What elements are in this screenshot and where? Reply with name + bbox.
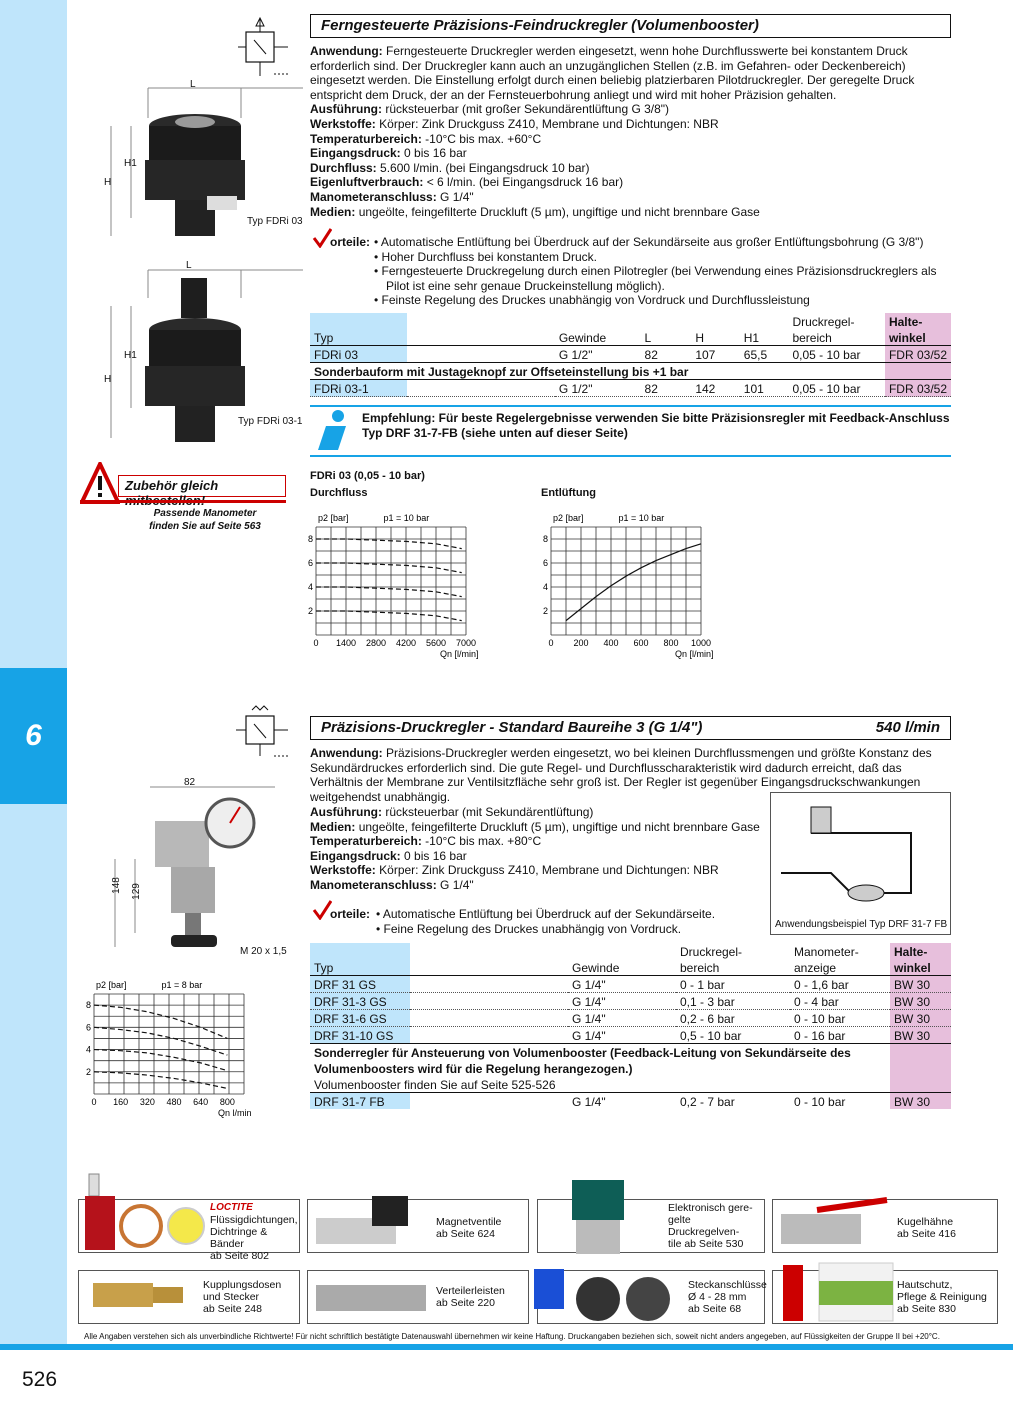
x-tick-label: 800 xyxy=(219,1097,235,1107)
application-diagram xyxy=(771,793,950,911)
x-tick-label: 4200 xyxy=(395,638,417,648)
x-tick-label: 800 xyxy=(663,638,679,648)
y-tick-label: 6 xyxy=(307,558,313,568)
section2-specs: Ausführung: rücksteuerbar (mit Sekundärentlüftung) Medien: ungeölte, feingefilterte Druckluft (5 µm), ungiftige und nicht brennbare Gase Temperaturbereich: -10°C bis max. +80°C Eingangsdruck: 0 bis 16 bar Werkstoffe: Körper: Zink Druckguss Z410, Membrane und Dichtungen: NBR Manometeranschluss: G 1/4" xyxy=(310,805,760,892)
regulator-symbol-1 xyxy=(232,14,292,84)
table-row: DRF 31-7 FB G 1/4" 0,2 - 7 bar 0 - 10 bar BW 30 xyxy=(310,1093,951,1110)
accessory-hautschutz[interactable]: Hautschutz, Pflege & Reinigung ab Seite 830 xyxy=(772,1270,998,1324)
vorteile-label-1: orteile: xyxy=(330,235,371,249)
application-example: Anwendungsbeispiel Typ DRF 31-7 FB xyxy=(770,792,951,935)
chapter-number: 6 xyxy=(25,719,42,752)
spec-werkstoffe: Werkstoffe: Körper: Zink Druckguss Z410, Membrane und Dichtungen: NBR xyxy=(310,116,719,131)
x-axis-label: Qn [l/min] xyxy=(675,649,714,659)
ball-valve-icon xyxy=(777,1188,897,1252)
chart2-title: Entlüftung xyxy=(541,487,596,499)
spec-ausfuehrung: Ausführung: rücksteuerbar (mit großer Sekundärentlüftung G 3/8") xyxy=(310,102,670,117)
coupling-icon xyxy=(83,1263,201,1323)
dim-148: 148 xyxy=(110,877,122,894)
sonder-row-3: Volumenbooster finden Sie auf Seite 525-526 xyxy=(314,1078,556,1092)
chapter-tab[interactable] xyxy=(0,668,67,804)
chart-durchfluss xyxy=(300,505,480,660)
x-tick-label: 400 xyxy=(603,638,619,648)
info-text: Empfehlung: Für beste Regelergebnisse verwenden Sie bitte Präzisionsregler mit Feedback-Anschluss Typ DRF 31-7-FB (siehe unten auf dieser Seite) xyxy=(362,411,950,440)
x-tick-label: 480 xyxy=(166,1097,182,1107)
dim-h-1: H xyxy=(104,177,112,188)
y-tick-label: 2 xyxy=(307,606,313,616)
table-row: DRF 31-6 GS G 1/4" 0,2 - 6 bar 0 - 10 bar BW 30 xyxy=(310,1010,951,1027)
warning-text: Passende Manometer finden Sie auf Seite 563 xyxy=(149,508,261,532)
sonderbauform-row: Sonderbauform mit Justageknopf zur Offseteinstellung bis +1 bar xyxy=(314,365,689,379)
warning-underline xyxy=(80,500,286,503)
push-in-fitting-icon xyxy=(528,1259,678,1325)
series-line xyxy=(94,1005,227,1038)
chart-drf31 xyxy=(78,978,258,1120)
table-row: DRF 31 GS G 1/4" 0 - 1 bar 0 - 1,6 bar BW 30 xyxy=(310,976,951,993)
series-line xyxy=(566,544,701,621)
anwendung-1: Anwendung: Ferngesteuerte Druckregler werden eingesetzt, wenn hohe Durchflusswerte bei konstantem Druck erforderlich sind. Der Druckregler kann auch an unzugänglichen Stellen (z.B. im Gefahren- oder Deckenbereich) eingesetzt werden. Die Einstellung erfolgt durch einen beliebig platzierbaren Pilotdruckregler. Der geregelte Druck entspricht dem Druck, der an der Fernsteuerbohrung anliegt und wird mit hoher Präzision gehalten. xyxy=(310,44,915,102)
series-line xyxy=(316,611,462,621)
spec-medien: Medien: ungeölte, feingefilterte Druckluft (5 µm), ungiftige und nicht brennbare Gase xyxy=(310,204,760,219)
page-number: 526 xyxy=(22,1368,58,1391)
section2-title: Präzisions-Druckregler - Standard Baureihe 3 (G 1/4") 540 l/min xyxy=(310,716,951,740)
chart-annotation: p1 = 10 bar xyxy=(618,513,665,523)
dim-82: 82 xyxy=(184,777,196,788)
dim-thread: M 20 x 1,5 xyxy=(240,946,287,957)
dim-h1-2: H1 xyxy=(124,350,137,361)
y-tick-label: 2 xyxy=(85,1066,91,1077)
section1-text xyxy=(310,44,950,219)
x-tick-label: 160 xyxy=(113,1097,129,1107)
spec-eingangsdruck: Eingangsdruck: 0 bis 16 bar xyxy=(310,146,467,161)
checkmark-icon xyxy=(312,900,332,920)
vorteile-label-2: orteile: xyxy=(330,907,371,921)
accessory-kupplungsdosen[interactable]: Kupplungsdosen und Stecker ab Seite 248 xyxy=(78,1270,300,1324)
chart-annotation: p1 = 8 bar xyxy=(161,980,203,990)
y-axis-label: p2 [bar] xyxy=(318,513,349,523)
bottom-bar xyxy=(0,1344,1013,1350)
chart-annotation: p1 = 10 bar xyxy=(383,513,430,523)
vorteile-list-1: • Automatische Entlüftung bei Überdruck auf der Sekundärseite aus großer Entlüftungsbohrung (G 3/8") • Hoher Durchfluss bei konstantem Druck. • Ferngesteuerte Druckregelung durch einen Pilotregler (bei Verwendung eines Präzisionsdruckreglers als Pilot ist eine sehr genaue Druckeinstellung möglich). • Feinste Regelung des Druckes unabhängig von Vordruck und Durchflussleistung xyxy=(374,235,937,308)
x-axis-label: Qn [l/min] xyxy=(440,649,479,659)
dim-129: 129 xyxy=(130,883,142,900)
image-caption-fdri03-1: Typ FDRi 03-1 xyxy=(238,416,303,427)
info-icon xyxy=(312,408,356,452)
product-image-drf31 xyxy=(105,775,295,960)
table-row: DRF 31-10 GS G 1/4" 0,5 - 10 bar 0 - 16 bar BW 30 xyxy=(310,1027,951,1044)
series-line xyxy=(316,563,462,573)
divider xyxy=(310,405,951,407)
x-tick-label: 7000 xyxy=(455,638,477,648)
table-row: FDRi 03 G 1/2" 82 107 65,5 0,05 - 10 bar FDR 03/52 xyxy=(310,346,951,363)
x-tick-label: 0 xyxy=(313,638,319,648)
sonder-row-2: Volumenboosters wird für die Regelung herangezogen.) xyxy=(314,1062,633,1076)
y-tick-label: 8 xyxy=(85,1000,91,1011)
regulator-symbol-2 xyxy=(232,702,292,762)
x-tick-label: 5600 xyxy=(425,638,447,648)
series-line xyxy=(316,587,462,597)
loctite-logo: LOCTITE xyxy=(210,1202,253,1213)
accessory-steckanschluesse[interactable]: Steckanschlüsse Ø 4 - 28 mm ab Seite 68 xyxy=(537,1270,765,1324)
accessory-verteilerleisten[interactable]: Verteilerleisten ab Seite 220 xyxy=(307,1270,529,1324)
skin-care-icon xyxy=(779,1261,897,1325)
y-axis-label: p2 [bar] xyxy=(553,513,584,523)
x-axis-label: Qn l/min xyxy=(218,1108,252,1118)
sealant-bottle-icon xyxy=(81,1166,209,1252)
x-tick-label: 0 xyxy=(548,638,554,648)
y-tick-label: 8 xyxy=(307,534,313,544)
y-tick-label: 4 xyxy=(542,582,548,592)
vorteile-list-2: • Automatische Entlüftung bei Überdruck auf der Sekundärseite. • Feine Regelung des Druckes unabhängig von Vordruck. xyxy=(376,907,716,936)
x-tick-label: 0 xyxy=(91,1097,97,1107)
spec-durchfluss: Durchfluss: 5.600 l/min. (bei Eingangsdruck 10 bar) xyxy=(310,160,590,175)
warning-box: Zubehör gleich xyxy=(118,475,286,497)
x-tick-label: 320 xyxy=(139,1097,155,1107)
accessory-dichtungen[interactable]: LOCTITE Flüssigdichtungen, Dichtringe & Bänder ab Seite 802 xyxy=(78,1199,300,1253)
section1-title: Ferngesteuerte Präzisions-Feindruckregler (Volumenbooster) xyxy=(310,14,951,38)
image-caption-fdri03: Typ FDRi 03 xyxy=(247,216,303,227)
section2-anwendung: Anwendung: Präzisions-Druckregler werden eingesetzt, wo bei kleinen Durchflussmengen und größte Konstanz des Sekundärdruckes erforderlich sind. Die gute Regel- und Durchflusscharakteristik wird dadurch erreicht, daß das Verhältnis der Membrane zur Ventilsitzfläche sehr groß ist. Der Regler ist gegenüber Eingangsdruckschwankungen weitgehendst unabhängig. xyxy=(310,746,932,804)
table-drf: Druckregel- Manometer- Halte- Typ Gewinde bereich anzeige winkel DRF 31 GS G 1/4" 0 - 1 bar 0 - 1,6 bar BW 30 DRF 31-3 GS G 1/4" 0,1 - 3 bar 0 - 4 bar BW 30 DRF 31-6 GS G 1/4" 0,2 - 6 bar 0 - 10 bar BW 30 DRF 31-10 GS G 1/4" 0,5 - 10 bar 0 - 16 bar BW 30 Sonderregler für Ansteuerung von Volumenbooster (Feedback-Leitung von Sekundärseite des Volumenboosters wird für die Regelung herangezogen.) Volumenbooster finden Sie auf Seite 525-526 DRF 31-7 FB G 1/4" 0,2 - 7 bar 0 - 10 bar BW 30 xyxy=(310,943,951,1109)
y-tick-label: 6 xyxy=(542,558,548,568)
manifold-icon xyxy=(312,1275,432,1323)
y-tick-label: 4 xyxy=(85,1044,91,1055)
dim-l-1: L xyxy=(190,79,196,90)
solenoid-valve-icon xyxy=(312,1192,432,1252)
chart-entlueftung xyxy=(535,505,715,660)
accessory-magnetventile[interactable]: Magnetventile ab Seite 624 xyxy=(307,1199,529,1253)
chart1-title: Durchfluss xyxy=(310,487,368,499)
accessory-druckregelventile[interactable]: Elektronisch gere- gelte Druckregelven- tile ab Seite 530 xyxy=(537,1199,765,1253)
y-tick-label: 2 xyxy=(542,606,548,616)
series-line xyxy=(94,1072,227,1089)
y-tick-label: 4 xyxy=(307,582,313,592)
x-tick-label: 640 xyxy=(193,1097,209,1107)
series-line xyxy=(316,539,462,549)
proportional-valve-icon xyxy=(568,1178,628,1258)
x-tick-label: 1400 xyxy=(335,638,357,648)
table-fdri: Druckregel- Halte- Typ Gewinde L H H1 bereich winkel FDRi 03 G 1/2" 82 107 65,5 0,05 - 10 bar FDR 03/52 Sonderbauform mit Justageknopf zur Offseteinstellung bis +1 bar FDRi 03-1 G 1/2" 82 142 101 0,05 - 10 bar FDR 03/52 xyxy=(310,313,951,397)
chart-heading: FDRi 03 (0,05 - 10 bar) xyxy=(310,470,425,482)
x-tick-label: 2800 xyxy=(365,638,387,648)
divider xyxy=(310,455,951,457)
spec-temperatur: Temperaturbereich: -10°C bis max. +60°C xyxy=(310,131,542,146)
flow-rate: 540 l/min xyxy=(875,719,940,736)
accessory-kugelhaehne[interactable]: Kugelhähne ab Seite 416 xyxy=(772,1199,998,1253)
y-tick-label: 6 xyxy=(85,1022,91,1033)
x-tick-label: 1000 xyxy=(690,638,712,648)
spec-eigenluft: Eigenluftverbrauch: < 6 l/min. (bei Eingangsdruck 16 bar) xyxy=(310,175,624,190)
checkmark-icon xyxy=(312,228,332,248)
table-row: DRF 31-3 GS G 1/4" 0,1 - 3 bar 0 - 4 bar BW 30 xyxy=(310,993,951,1010)
spec-manometer: Manometeranschluss: G 1/4" xyxy=(310,189,474,204)
dim-l-2: L xyxy=(186,260,192,271)
y-axis-label: p2 [bar] xyxy=(96,980,127,990)
footer-disclaimer: Alle Angaben verstehen sich als unverbindliche Richtwerte! Für nicht schriftlich bestätigte Datenauswahl übernehmen wir keine Haftung. Druckangaben beziehen sich, soweit nicht anders angegeben, auf Flüssigkeiten der Gruppe II bei +20°C. xyxy=(84,1332,940,1341)
y-tick-label: 8 xyxy=(542,534,548,544)
sonder-row-1: Sonderregler für Ansteuerung von Volumenbooster (Feedback-Leitung von Sekundärseite des xyxy=(314,1046,851,1060)
dim-h-2: H xyxy=(104,374,112,385)
x-tick-label: 600 xyxy=(633,638,649,648)
x-tick-label: 200 xyxy=(573,638,589,648)
dim-h1-1: H1 xyxy=(124,158,137,169)
table-row: FDRi 03-1 G 1/2" 82 142 101 0,05 - 10 bar FDR 03/52 xyxy=(310,380,951,397)
series-line xyxy=(94,1050,227,1071)
